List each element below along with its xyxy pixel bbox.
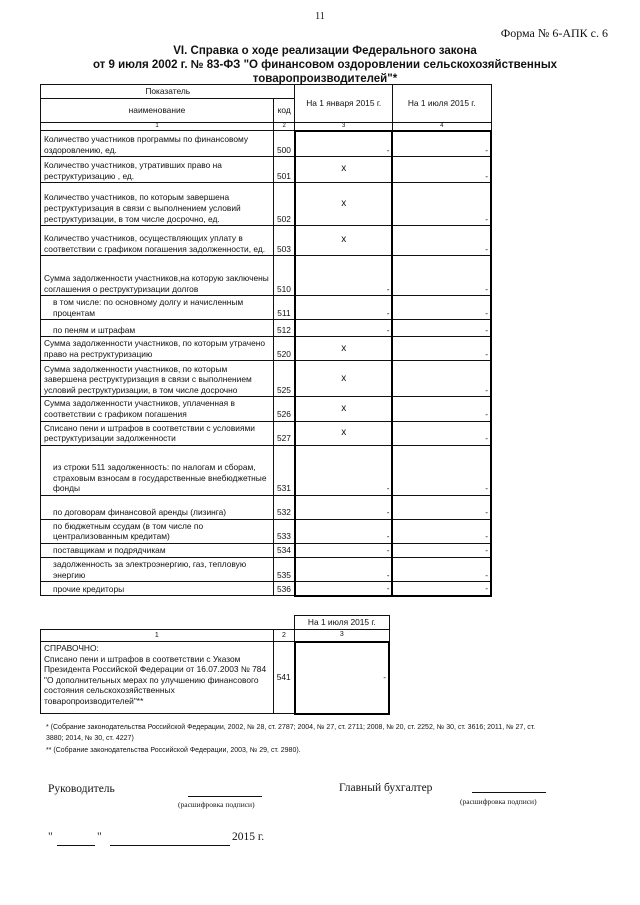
row-value-jul: - <box>392 320 491 337</box>
row-code: 531 <box>273 445 294 495</box>
table-row <box>41 558 492 582</box>
row-name: по пеням и штрафам <box>41 320 274 337</box>
col-num-1: 1 <box>41 122 274 131</box>
table-row <box>41 544 492 558</box>
row-code: 527 <box>273 421 294 445</box>
table-row <box>41 226 492 256</box>
row-code: 525 <box>273 361 294 397</box>
table-row <box>41 421 492 445</box>
row-code: 512 <box>273 320 294 337</box>
col-num-2: 2 <box>273 122 294 131</box>
table-header-row-1 <box>41 85 492 99</box>
date-year: 2015 г. <box>232 831 265 843</box>
row-value-jan: - <box>295 544 393 558</box>
row-value-jul: - <box>392 157 491 183</box>
row-code: 501 <box>273 157 294 183</box>
row-value-jan: х <box>295 421 393 445</box>
header-name: наименование <box>41 98 274 122</box>
row-name: Количество участников, по которым завершена реструктуризация в связи с выполнением условий реструктуризации, в том числе досрочно, ед. <box>41 183 274 226</box>
table-row <box>41 256 492 296</box>
row-name: Сумма задолженности участников, по которым завершена реструктуризация в связи с выполнением условий реструктуризации, в том числе досрочно <box>41 361 274 397</box>
row-value-jan: - <box>295 131 393 157</box>
row-value-jul: - <box>392 397 491 421</box>
ref-text: Списано пени и штрафов в соответствии с Указом Президента Российской Федерации от 16.07.2003 № 784 "О дополнительных мерах по улучшению финансового состояния сельскохозяйственных товаропроизводителей"** <box>44 653 267 707</box>
row-value-jan: - <box>295 519 393 543</box>
row-code: 535 <box>273 558 294 582</box>
row-name: поставщикам и подрядчикам <box>41 544 274 558</box>
title-line-1: VI. Справка о ходе реализации Федерального закона <box>173 45 477 57</box>
row-code: 502 <box>273 183 294 226</box>
row-name: по договорам финансовой аренды (лизинга) <box>41 495 274 519</box>
ref-text-cell <box>41 642 274 714</box>
header-col4: На 1 июля 2015 г. <box>392 85 491 123</box>
row-code: 500 <box>273 131 294 157</box>
row-value-jan: х <box>295 361 393 397</box>
ref-header-empty-1 <box>41 616 274 630</box>
row-name: прочие кредиторы <box>41 582 274 596</box>
table-row <box>41 296 492 320</box>
row-value-jan: - <box>295 558 393 582</box>
ref-header-empty-2 <box>273 616 294 630</box>
main-table-body <box>41 85 492 596</box>
footnote-1: * (Собрание законодательства Российской Федерации, 2002, № 28, ст. 2787; 2004, № 27, ст. 2711; 2008, № 20, ст. 2252, № 30, ст. 3616; 2011, № 27, ст. 3880; 2014, № 30, ст. 4227) <box>46 724 536 742</box>
row-code: 533 <box>273 519 294 543</box>
row-code: 526 <box>273 397 294 421</box>
date-open-quote: " <box>48 831 53 843</box>
row-value-jul: - <box>392 519 491 543</box>
row-name: из строки 511 задолженность: по налогам и сборам, страховым взносам в государственные внебюджетные фонды <box>41 445 274 495</box>
row-code: 532 <box>273 495 294 519</box>
table-row <box>41 582 492 596</box>
row-value-jul: - <box>392 256 491 296</box>
row-value-jul: - <box>392 337 491 361</box>
head-signature-line <box>188 796 262 797</box>
table-row <box>41 183 492 226</box>
row-value-jan: - <box>295 256 393 296</box>
table-row <box>41 445 492 495</box>
head-label: Руководитель <box>48 783 115 795</box>
row-value-jul: - <box>392 226 491 256</box>
row-name: Сумма задолженности участников,на которую заключены соглашения о реструктуризации долгов <box>41 256 274 296</box>
row-value-jan: - <box>295 445 393 495</box>
row-name: Количество участников, осуществляющих уплату в соответствии с графиком погашения задолженности, ед. <box>41 226 274 256</box>
table-row <box>41 361 492 397</box>
table-row <box>41 495 492 519</box>
row-value-jul: - <box>392 445 491 495</box>
row-name: Сумма задолженности участников, по которым утрачено право на реструктуризацию <box>41 337 274 361</box>
chief-accountant-label: Главный бухгалтер <box>339 782 433 794</box>
ref-col-num-2: 2 <box>273 630 294 642</box>
header-code: код <box>273 98 294 122</box>
row-code: 520 <box>273 337 294 361</box>
header-indicator: Показатель <box>41 85 295 99</box>
row-name: Количество участников, утративших право на реструктуризацию , ед. <box>41 157 274 183</box>
row-name: задолженность за электроэнергию, газ, тепловую энергию <box>41 558 274 582</box>
col-num-3: 3 <box>295 122 393 131</box>
table-row <box>41 157 492 183</box>
row-value-jul: - <box>392 361 491 397</box>
row-name: в том числе: по основному долгу и начисленным процентам <box>41 296 274 320</box>
row-code: 511 <box>273 296 294 320</box>
title-line-2: от 9 июля 2002 г. № 83-ФЗ "О финансовом оздоровлении сельскохозяйственных <box>92 59 558 71</box>
row-code: 503 <box>273 226 294 256</box>
main-table <box>40 84 492 597</box>
head-decode-label: (расшифровка подписи) <box>178 800 255 809</box>
row-value-jan: - <box>295 296 393 320</box>
ref-value: - <box>295 642 389 714</box>
row-code: 534 <box>273 544 294 558</box>
row-name: Списано пени и штрафов в соответствии с условиями реструктуризации задолженности <box>41 421 274 445</box>
row-name: Количество участников программы по финансовому оздоровлению, ед. <box>41 131 274 157</box>
row-value-jan: - <box>295 582 393 596</box>
row-value-jan: - <box>295 320 393 337</box>
row-value-jan: х <box>295 157 393 183</box>
date-month-line <box>110 845 230 846</box>
col-num-4: 4 <box>392 122 491 131</box>
row-name: по бюджетным ссудам (в том числе по централизованным кредитам) <box>41 519 274 543</box>
header-col3: На 1 января 2015 г. <box>295 85 393 123</box>
row-code: 536 <box>273 582 294 596</box>
row-value-jul: - <box>392 495 491 519</box>
row-value-jul: - <box>392 558 491 582</box>
date-day-line <box>57 845 95 846</box>
row-value-jul: - <box>392 544 491 558</box>
title-line-3: товаропроизводителей"* <box>252 73 398 85</box>
row-value-jul: - <box>392 183 491 226</box>
reference-table <box>40 615 390 715</box>
row-value-jan: х <box>295 397 393 421</box>
table-row <box>41 397 492 421</box>
ref-data-row <box>41 642 390 714</box>
row-value-jan: х <box>295 337 393 361</box>
table-row <box>41 519 492 543</box>
row-code: 510 <box>273 256 294 296</box>
row-value-jul: - <box>392 582 491 596</box>
ref-colnum-row <box>41 630 390 642</box>
chief-decode-label: (расшифровка подписи) <box>460 797 537 806</box>
ref-col-num-1: 1 <box>41 630 274 642</box>
section-title <box>60 44 590 86</box>
row-value-jan: х <box>295 183 393 226</box>
row-value-jan: х <box>295 226 393 256</box>
ref-code: 541 <box>273 642 294 714</box>
ref-col-num-3: 3 <box>295 630 389 642</box>
row-value-jul: - <box>392 131 491 157</box>
row-name: Сумма задолженности участников, уплаченная в соответствии с графиком погашения <box>41 397 274 421</box>
footnote-2: ** (Собрание законодательства Российской Федерации, 2003, № 29, ст. 2980). <box>46 747 301 754</box>
row-value-jul: - <box>392 296 491 320</box>
table-row <box>41 320 492 337</box>
ref-header-col3: На 1 июля 2015 г. <box>295 616 389 630</box>
chief-signature-line <box>472 792 546 793</box>
row-value-jan: - <box>295 495 393 519</box>
ref-label: СПРАВОЧНО: <box>44 643 99 654</box>
date-close-quote: " <box>97 831 102 843</box>
row-value-jul: - <box>392 421 491 445</box>
page-number: 11 <box>315 11 325 22</box>
form-label: Форма № 6-АПК с. 6 <box>500 26 608 40</box>
ref-header-row <box>41 616 390 630</box>
table-row <box>41 337 492 361</box>
table-row <box>41 131 492 157</box>
column-numbers-row <box>41 122 492 131</box>
